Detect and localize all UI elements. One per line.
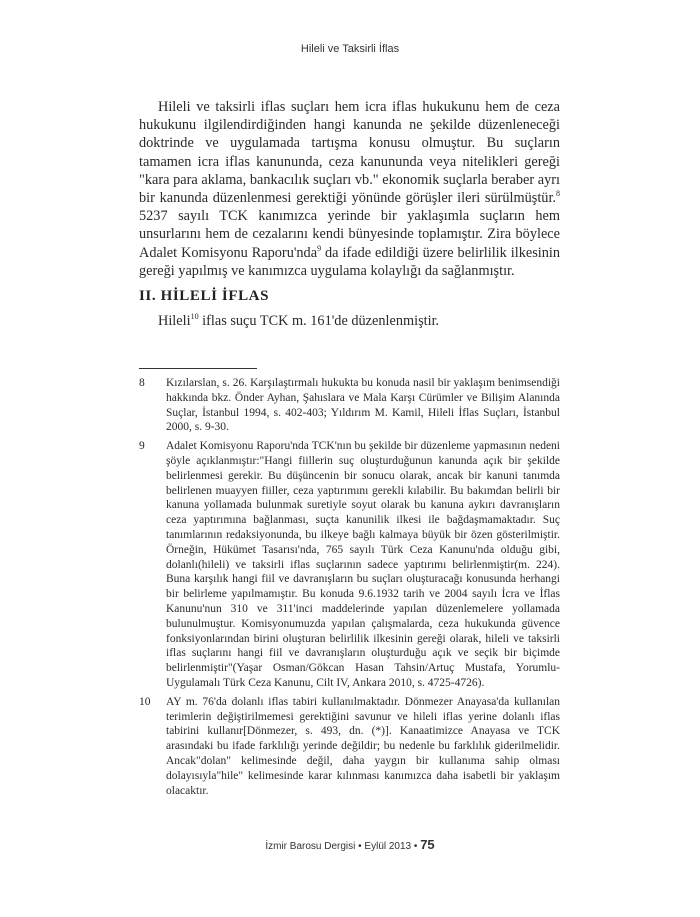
subsection-sentence [158,313,560,330]
sentence-start: Hileli [158,313,191,330]
page-footer [0,837,700,852]
footnote-9 [139,439,560,691]
footnote-number: 9 [139,440,145,453]
footnote-number: 10 [139,695,151,708]
body-paragraph [139,98,560,280]
paragraph-text-cont2: da ifade edildiği üzere belirlilik ilkesinin gereği yapılmış ve kanımızca uygulama kolaylığı da sağlanmıştır. [139,244,560,279]
footnote-ref-8[interactable]: 8 [556,189,560,199]
paragraph-text-cont1: 5237 sayılı TCK kanımızca yerinde bir yaklaşımla suçların hem unsurlarını hem de cezalarını kendi bünyesinde toplamıştır. Zira böylece Adalet Komisyonu Raporu'nda [139,208,560,261]
sentence-end: iflas suçu TCK m. 161'de düzenlenmiştir. [202,313,440,330]
section-heading: II. HİLELİ İFLAS [139,288,270,305]
footnote-10 [139,695,560,799]
footnote-ref-10[interactable]: 10 [190,312,199,322]
footnote-number: 8 [139,377,145,389]
page-number: 75 [420,837,435,852]
footnote-text: AY m. 76'da dolanlı iflas tabiri kullanılmaktadır. Dönmezer Anayasa'da kullanılan terimlerin değiştirilmemesi gerektiğini savunur ve hileli iflas yerine dolanlı iflas tabirini kullanır[Dönmezer, s. 493, dn. (*)]. Kanaatimizce Anayasa ve TCK arasındaki bu ifade farklılığı yerinde değildir; bu nedenle bu farklılık giderilmelidir. Ancak"dolan" kelimesinde değil, daha yaygın bir kullanıma sahip olması dolayısıyla"hile" kelimesinde karar kılınması kanımızca daha isabetli bir yaklaşım olacaktır. [166,695,560,797]
footnotes [139,376,560,802]
footnote-text: Adalet Komisyonu Raporu'nda TCK'nın bu şekilde bir düzenleme yapmasının nedeni şöyle açıklanmıştır:"Hangi fiillerin suç oluşturduğunun kanunda açık bir şekilde belirlenmesi gerekir. Bu düşüncenin bir sonucu olarak, ancak bir kanuni tanımda belirlenen muayyen fiiller, ceza yaptırımını gerekli kılabilir. Bu bakımdan belirli bir kanuna yollamada bulunmak suretiyle soyut olarak bu kanuna aykırı davranışların ceza yaptırımına bağlanması, suçta kanunilik ilkesi ile bağdaşmamaktadır. Suç tanımlarının redaksiyonunda, bu ilkeye bağlı kalmaya büyük bir özen gösterilmiştir. Örneğin, Hükümet Tasarısı'nda, 765 sayılı Türk Ceza Kanunu'nda olduğu gibi, dolanlı(hileli) ve taksirli iflas suçlarının sadece yaptırımı belirlenmiştir(m. 224). Buna karşılık hangi fiil ve davranışların bu suçları oluşturacağı konusunda herhangi bir belirleme yapılmamıştır. Bu konuda 9.6.1932 tarih ve 2004 sayılı İcra ve İflas Kanunu'nun 310 ve 311'inci maddelerinde yapılan düzenlemelere yollamada bulunulmuştur. Komisyonumuzda yapılan çalışmalarda, ceza hukukunda güvence fonksiyonlarından birini oluşturan belirlilik ilkesinin gereği olarak, hileli ve taksirli iflas suçlarını hangi fiil ve davranışların oluşturduğu açık ve seçik bir biçimde belirlenmiştir"(Yaşar Osman/Gökcan Hasan Tahsin/Artuç Mustafa, Yorumlu-Uygulamalı Türk Ceza Kanunu, Cilt IV, Ankara 2010, s. 4725-4726). [166,440,560,689]
running-head: Hileli ve Taksirli İflas [300,43,400,55]
paragraph-text: Hileli ve taksirli iflas suçları hem icra iflas hukukunu hem de ceza hukukunu ilgilendirdiğinden hangi kanunda ne şekilde düzenleneceği doktrinde ve uygulamada tartışma konusu olmuştur. Bu suçların tamamen icra iflas kanununda, ceza kanununda veya nitelikleri gereği "kara para aklama, bankacılık suçları vb." ekonomik suçlarla beraber ayrı bir kanunda düzenlenmesi gerektiği yönünde görüşler ileri sürülmüştür. [139,99,560,207]
footnote-8 [139,376,560,435]
journal-info: İzmir Barosu Dergisi • Eylül 2013 • [265,841,418,852]
footnote-divider [139,368,257,369]
footnote-text: Kızılarslan, s. 26. Karşılaştırmalı hukukta bu konuda nasil bir yaklaşım benimsendiği hakkında bkz. Önder Ayhan, Şahıslara ve Mala Karşı Cürümler ve Bilişim Alanında Suçlar, İstanbul 1994, s. 402-403; Yıldırım M. Kamil, Hileli İflas Suçları, İstanbul 2000, s. 9-30. [166,377,560,434]
main-text [139,98,560,330]
footnote-ref-9[interactable]: 9 [317,243,322,253]
